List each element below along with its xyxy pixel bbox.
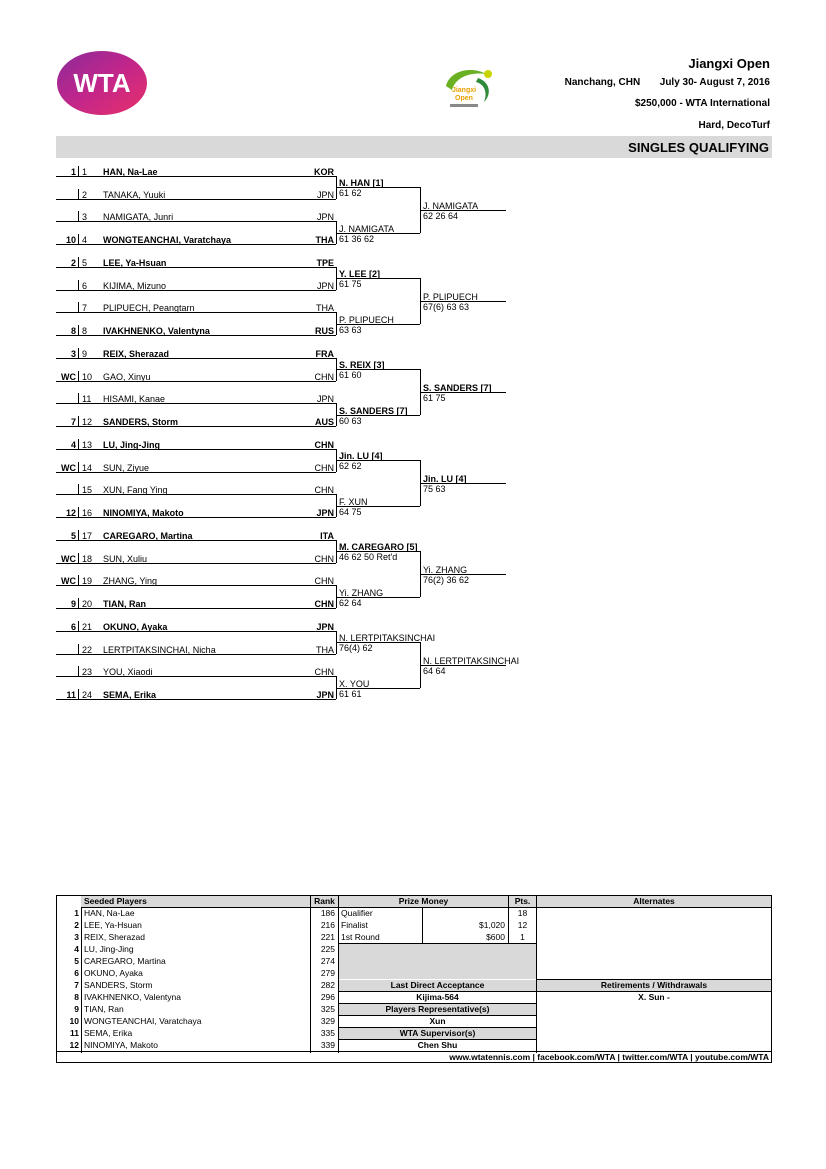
- draw-position: 24: [82, 690, 93, 701]
- player-line: [56, 654, 336, 655]
- qualifier-score: 64 64: [423, 666, 446, 677]
- draw-position: 6: [82, 280, 88, 291]
- dates: July 30- August 7, 2016: [659, 77, 770, 88]
- alternates-header: Alternates: [537, 896, 771, 907]
- seed-divider: [78, 189, 79, 199]
- seed-cell: 4: [70, 440, 76, 450]
- seed-cell: WC: [61, 576, 76, 587]
- seeded-player-rank: 216: [320, 920, 335, 930]
- draw-position: 14: [82, 462, 93, 473]
- surface: Hard, DecoTurf: [698, 120, 770, 131]
- player-name[interactable]: CAREGARO, Martina: [103, 531, 193, 541]
- draw-position: 9: [82, 349, 88, 359]
- draw-position: 13: [82, 440, 93, 450]
- seed-number: 10: [69, 1016, 79, 1026]
- round2-score: 63 63: [339, 324, 362, 335]
- seeded-player-name: CAREGARO, Martina: [84, 956, 166, 966]
- qualifier-name[interactable]: N. LERTPITAKSINCHAI: [423, 656, 520, 667]
- player-line: [56, 608, 336, 609]
- player-name[interactable]: HAN, Na-Lae: [103, 167, 158, 177]
- player-line: [56, 449, 336, 450]
- seed-cell: 1: [70, 167, 76, 177]
- seed-divider: [78, 507, 79, 517]
- seeded-players-header: Seeded Players: [81, 896, 310, 907]
- player-name[interactable]: OKUNO, Ayaka: [103, 622, 168, 632]
- players-rep-header: Players Representative(s): [339, 1004, 536, 1015]
- player-nation: CHN: [314, 462, 334, 473]
- player-name[interactable]: WONGTEANCHAI, Varatchaya: [103, 235, 232, 246]
- draw-position: 20: [82, 599, 93, 610]
- player-line: [56, 176, 336, 177]
- player-line: [56, 585, 336, 586]
- seed-divider: [78, 257, 79, 267]
- seed-number: 7: [74, 980, 79, 990]
- player-line: [56, 381, 336, 382]
- player-nation: THA: [316, 303, 334, 314]
- seeded-player-name: TIAN, Ran: [84, 1004, 124, 1014]
- round2-winner[interactable]: Yi. ZHANG: [339, 587, 384, 598]
- player-nation: CHN: [314, 599, 334, 610]
- player-line: [56, 267, 336, 268]
- draw-position: 21: [82, 622, 93, 632]
- player-line: [56, 563, 336, 564]
- seeded-player-rank: 325: [320, 1004, 335, 1014]
- round2-winner[interactable]: Jin. LU [4]: [339, 451, 383, 462]
- seed-divider: [78, 280, 79, 290]
- info-table: [56, 895, 772, 1063]
- seed-divider: [78, 234, 79, 244]
- blank-gray-area: [339, 943, 536, 979]
- round2-score: 64 75: [339, 506, 362, 517]
- lda-value: Kijima-564: [416, 992, 459, 1002]
- supervisor-value: Chen Shu: [417, 1040, 458, 1050]
- player-line: [56, 290, 336, 291]
- round2-winner[interactable]: X. YOU: [339, 678, 370, 689]
- prize-points: 12: [517, 920, 528, 930]
- player-line: [56, 403, 336, 404]
- round2-score: 46 62 50 Ret'd: [339, 552, 398, 563]
- round2-score: 62 62: [339, 461, 362, 472]
- draw-position: 15: [82, 485, 93, 496]
- player-name[interactable]: SEMA, Erika: [103, 690, 157, 701]
- seed-divider: [78, 621, 79, 631]
- player-nation: JPN: [316, 394, 334, 405]
- seed-divider: [78, 484, 79, 494]
- footer-links[interactable]: www.wtatennis.com | facebook.com/WTA | twitter.com/WTA | youtube.com/WTA: [449, 1052, 769, 1062]
- draw-position: 8: [82, 326, 88, 337]
- player-line: [56, 358, 336, 359]
- seed-number: 1: [74, 908, 79, 918]
- round2-winner[interactable]: N. HAN [1]: [339, 178, 384, 189]
- section-title: SINGLES QUALIFYING: [628, 140, 769, 155]
- seed-cell: WC: [61, 553, 76, 564]
- seed-divider: [78, 598, 79, 608]
- location: Nanchang, CHN: [564, 77, 641, 88]
- seed-number: 4: [74, 944, 79, 954]
- player-line: [56, 676, 336, 677]
- seed-divider: [78, 462, 79, 472]
- draw-position: 22: [82, 644, 93, 655]
- seed-divider: [78, 166, 79, 176]
- seed-divider: [78, 371, 79, 381]
- round2-winner[interactable]: Y. LEE [2]: [339, 269, 381, 280]
- seed-divider: [78, 325, 79, 335]
- seed-cell: WC: [61, 462, 76, 473]
- seeded-player-rank: 279: [320, 968, 335, 978]
- player-line: [56, 199, 336, 200]
- round2-score: 60 63: [339, 415, 362, 426]
- seed-divider: [78, 348, 79, 358]
- qualifier-score: 62 26 64: [423, 211, 459, 222]
- seed-divider: [78, 439, 79, 449]
- player-name[interactable]: IVAKHNENKO, Valentyna: [103, 326, 210, 337]
- prize-points: 18: [517, 908, 528, 918]
- prize-money-header: Prize Money: [339, 896, 508, 907]
- player-name[interactable]: GAO, Xinyu: [103, 371, 151, 382]
- player-name[interactable]: XUN, Fang Ying: [103, 485, 168, 496]
- seeded-player-rank: 186: [320, 908, 335, 918]
- qualifier-name[interactable]: P. PLIPUECH: [423, 292, 478, 303]
- draw-position: 10: [82, 371, 93, 382]
- seed-number: 12: [69, 1040, 79, 1050]
- player-line: [56, 699, 336, 700]
- player-line: [56, 517, 336, 518]
- seed-divider: [78, 302, 79, 312]
- player-line: [56, 631, 336, 632]
- draw-position: 17: [82, 531, 93, 541]
- qualifier-score: 75 63: [423, 484, 446, 495]
- seed-cell: 12: [65, 508, 76, 519]
- player-nation: JPN: [316, 280, 334, 291]
- draw-position: 3: [82, 212, 88, 223]
- draw-position: 4: [82, 235, 88, 246]
- qualifier-name[interactable]: J. NAMIGATA: [423, 201, 479, 212]
- player-nation: FRA: [315, 349, 334, 359]
- player-name[interactable]: NINOMIYA, Makoto: [103, 508, 184, 519]
- player-name[interactable]: SUN, Xuliu: [103, 553, 148, 564]
- player-name[interactable]: SUN, Ziyue: [103, 462, 150, 473]
- draw-position: 11: [82, 394, 92, 405]
- player-nation: ITA: [320, 531, 334, 541]
- draw-position: 2: [82, 189, 88, 200]
- prize-level: $250,000 - WTA International: [634, 98, 770, 109]
- qualifier-score: 76(2) 36 62: [423, 575, 470, 586]
- player-line: [56, 426, 336, 427]
- draw-position: 12: [82, 417, 93, 428]
- seeded-player-name: LEE, Ya-Hsuan: [84, 920, 142, 930]
- draw-position: 1: [82, 167, 88, 177]
- player-name[interactable]: ZHANG, Ying: [103, 576, 158, 587]
- player-nation: THA: [315, 235, 334, 246]
- round2-score: 62 64: [339, 597, 362, 608]
- seed-number: 9: [74, 1004, 79, 1014]
- seed-divider: [78, 575, 79, 585]
- round2-winner[interactable]: S. REIX [3]: [339, 360, 385, 371]
- player-name[interactable]: KIJIMA, Mizuno: [103, 280, 167, 291]
- seed-number: 2: [74, 920, 79, 930]
- seed-divider: [78, 689, 79, 699]
- seed-number: 3: [74, 932, 79, 942]
- round2-score: 76(4) 62: [339, 643, 373, 654]
- prize-round: Finalist: [341, 920, 368, 930]
- player-nation: CHN: [314, 553, 334, 564]
- seeded-player-rank: 282: [320, 980, 335, 990]
- player-name[interactable]: REIX, Sherazad: [103, 349, 170, 359]
- seed-cell: 10: [65, 235, 76, 246]
- qualifier-name[interactable]: S. SANDERS [7]: [423, 383, 492, 394]
- prize-round: 1st Round: [341, 932, 380, 942]
- round2-score: 61 62: [339, 188, 362, 199]
- player-line: [56, 540, 336, 541]
- round2-winner[interactable]: F. XUN: [339, 496, 368, 507]
- seeded-player-name: REIX, Sherazad: [84, 932, 145, 942]
- player-nation: AUS: [314, 417, 334, 428]
- seed-divider: [78, 416, 79, 426]
- player-nation: CHN: [314, 576, 334, 587]
- player-line: [56, 221, 336, 222]
- seed-cell: 6: [70, 622, 76, 632]
- seed-divider: [78, 530, 79, 540]
- round2-score: 61 61: [339, 688, 362, 699]
- player-name[interactable]: LERTPITAKSINCHAI, Nicha: [103, 644, 216, 655]
- players-rep-value: Xun: [429, 1016, 446, 1026]
- seed-number: 8: [74, 992, 79, 1002]
- seeded-player-name: LU, Jing-Jing: [84, 944, 134, 954]
- seed-number: 11: [70, 1028, 79, 1038]
- draw-position: 5: [82, 258, 88, 268]
- player-name[interactable]: HISAMI, Kanae: [103, 394, 166, 405]
- seed-cell: 3: [70, 349, 76, 359]
- tournament-title: Jiangxi Open: [688, 56, 770, 71]
- seed-divider: [78, 553, 79, 563]
- seeded-player-name: SANDERS, Storm: [84, 980, 153, 990]
- seeded-player-rank: 339: [320, 1040, 335, 1050]
- seed-number: 5: [74, 956, 79, 966]
- player-line: [56, 312, 336, 313]
- withdrawals-header: Retirements / Withdrawals: [537, 980, 771, 991]
- player-nation: JPN: [316, 508, 334, 519]
- seed-divider: [78, 393, 79, 403]
- rank-header: Rank: [311, 896, 338, 907]
- seeded-player-rank: 274: [320, 956, 335, 966]
- seed-cell: 11: [66, 690, 76, 701]
- seed-cell: 7: [70, 417, 76, 428]
- seeded-player-name: NINOMIYA, Makoto: [84, 1040, 158, 1050]
- qualifier-score: 67(6) 63 63: [423, 302, 470, 313]
- draw-position: 19: [82, 576, 93, 587]
- player-name[interactable]: TANAKA, Yuuki: [103, 189, 166, 200]
- player-line: [56, 472, 336, 473]
- round2-score: 61 60: [339, 370, 362, 381]
- player-line: [56, 244, 336, 245]
- seed-number: 6: [74, 968, 79, 978]
- draw-position: 18: [82, 553, 93, 564]
- prize-amount: $1,020: [479, 920, 505, 930]
- qualifier-score: 61 75: [423, 393, 446, 404]
- draw-position: 23: [82, 667, 93, 678]
- draw-position: 16: [82, 508, 93, 519]
- player-name[interactable]: PLIPUECH, Peangtarn: [103, 303, 195, 314]
- round2-winner[interactable]: P. PLIPUECH: [339, 314, 394, 325]
- svg-text:WTA: WTA: [73, 68, 131, 98]
- svg-text:Open: Open: [455, 95, 473, 102]
- seeded-player-name: IVAKHNENKO, Valentyna: [84, 992, 182, 1002]
- player-line: [56, 335, 336, 336]
- player-nation: KOR: [314, 167, 334, 177]
- seeded-player-rank: 296: [320, 992, 335, 1002]
- supervisor-header: WTA Supervisor(s): [339, 1028, 536, 1039]
- seeded-player-rank: 335: [320, 1028, 335, 1038]
- player-nation: CHN: [314, 667, 334, 678]
- player-name[interactable]: LU, Jing-Jing: [103, 440, 160, 450]
- seeded-player-name: WONGTEANCHAI, Varatchaya: [84, 1016, 202, 1026]
- seed-cell: 8: [70, 326, 76, 337]
- seeded-player-name: HAN, Na-Lae: [84, 908, 135, 918]
- seeded-player-rank: 225: [320, 944, 335, 954]
- player-nation: JPN: [316, 690, 334, 701]
- seed-cell: WC: [61, 371, 76, 382]
- player-nation: JPN: [316, 622, 334, 632]
- player-nation: CHN: [314, 485, 334, 496]
- round2-winner[interactable]: N. LERTPITAKSINCHAI: [339, 633, 436, 644]
- lda-header: Last Direct Acceptance: [339, 980, 536, 991]
- seed-divider: [78, 644, 79, 654]
- qualifier-name[interactable]: Yi. ZHANG: [423, 565, 468, 576]
- svg-text:Jiangxi: Jiangxi: [451, 87, 477, 94]
- round2-score: 61 75: [339, 279, 362, 290]
- prize-points: 1: [520, 932, 525, 942]
- draw-position: 7: [82, 303, 88, 314]
- seeded-player-rank: 329: [320, 1016, 335, 1026]
- player-name[interactable]: TIAN, Ran: [103, 599, 147, 610]
- prize-round: Qualifier: [341, 908, 373, 918]
- player-nation: CHN: [314, 440, 334, 450]
- player-name[interactable]: YOU, Xiaodi: [103, 667, 153, 678]
- player-nation: JPN: [316, 189, 334, 200]
- seed-divider: [78, 666, 79, 676]
- player-nation: THA: [316, 644, 334, 655]
- round2-score: 61 36 62: [339, 233, 375, 244]
- round2-winner[interactable]: M. CAREGARO [5]: [339, 542, 418, 553]
- seed-cell: 9: [70, 599, 76, 610]
- seed-cell: 5: [70, 531, 76, 541]
- seeded-player-name: OKUNO, Ayaka: [84, 968, 143, 978]
- prize-amount: $600: [486, 932, 505, 942]
- seed-cell: 2: [70, 258, 76, 268]
- seed-divider: [78, 211, 79, 221]
- player-name[interactable]: NAMIGATA, Junri: [103, 212, 174, 223]
- player-name[interactable]: LEE, Ya-Hsuan: [103, 258, 167, 268]
- withdrawals-value: X. Sun -: [638, 992, 670, 1002]
- player-nation: TPE: [316, 258, 334, 268]
- round2-winner[interactable]: J. NAMIGATA: [339, 223, 395, 234]
- player-nation: RUS: [314, 326, 334, 337]
- points-header: Pts.: [509, 896, 536, 907]
- player-line: [56, 494, 336, 495]
- qualifier-name[interactable]: Jin. LU [4]: [423, 474, 467, 485]
- seeded-player-name: SEMA, Erika: [84, 1028, 133, 1038]
- player-nation: CHN: [314, 371, 334, 382]
- player-name[interactable]: SANDERS, Storm: [103, 417, 179, 428]
- player-nation: JPN: [316, 212, 334, 223]
- round2-winner[interactable]: S. SANDERS [7]: [339, 405, 408, 416]
- seeded-player-rank: 221: [320, 932, 335, 942]
